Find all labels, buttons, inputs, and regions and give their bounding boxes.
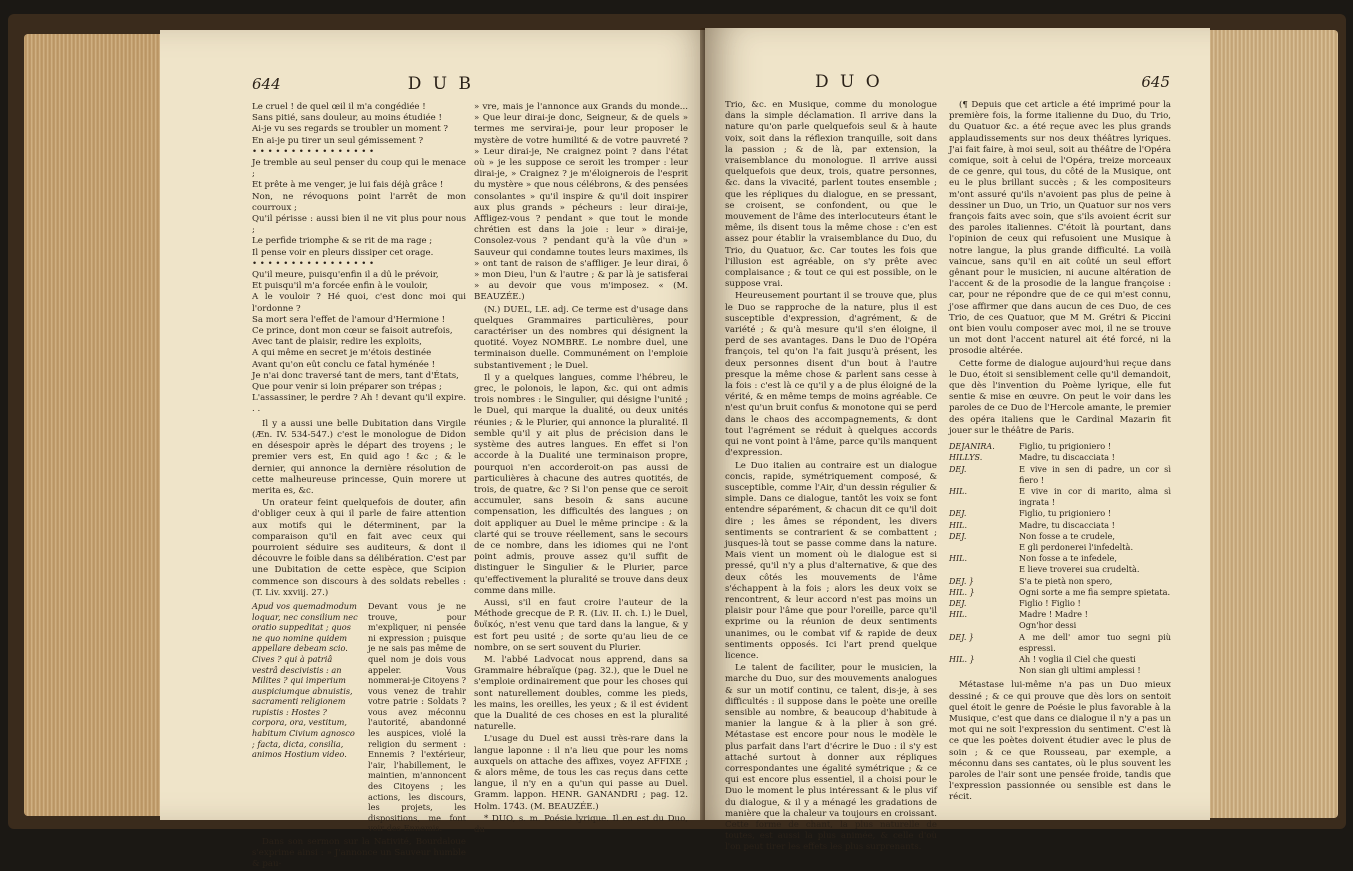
dialogue-line: Ogni sorte a me fia sempre spietata.	[1019, 586, 1171, 597]
left-column-2	[474, 102, 688, 835]
speaker-name: HIL.	[949, 520, 967, 530]
paragraph-2: Un orateur feint quelquefois de douter, afin d'obliger ceux à qui il parle de faire attention aux motifs qui le déterminent, par la comparaison qu'il en fait avec ceux qui pourroient séduire ses auditeurs, & dont il découvre le foible dans sa délibération. C'est par une Dubitation de cette espèce, que Scipion commence son discours à des soldats rebelles : (T. Liv. xxviij. 27.)	[252, 498, 466, 598]
verse-line: Sans pitié, sans douleur, au moins étudiée !	[252, 113, 442, 124]
dialogue-line: E gli perdonerei l'infedeltà.	[1019, 541, 1134, 552]
verse-line: • • • • • • • • • • • • • • • •	[252, 146, 375, 157]
verse-line: Sa mort sera l'effet de l'amour d'Hermione !	[252, 314, 446, 325]
r-col1-para-3: Le Duo italien au contraire est un dialogue concis, rapide, symétriquement composé, & susceptible, comme l'Air, d'un dessin régulier & simple. Dans ce dialogue, tantôt les voix se font entendre séparément, & chacun dit ce qu'il doit dire ; les âmes se répondent, les divers sentiments se contrarient & se combattent ; jusques-là tout se passe comme dans la nature. Mais vient un moment où le dialogue est si pressé, qu'il n'y a plus d'alternative, & que des deux côtés les mouvements de l'âme s'échappent à la fois ; alors les deux voix se rencontrent, & leur accord n'est pas moins un plaisir pour l'âme que pour l'oreille, parce qu'il exprime ou la réunion de deux sentiments unanimes, ou le combat vif & rapide de deux sentiments opposés. Ici l'art prend quelque licence.	[725, 460, 937, 661]
speaker-name: HIL.	[949, 610, 967, 620]
speaker-name: DEJ.	[949, 531, 967, 541]
dialogue-line: Figlio, tu prigioniero !	[1019, 441, 1112, 452]
speaker-name: DEJ.	[949, 598, 967, 608]
speaker-name: DEJ. }	[949, 576, 975, 586]
verse-line: A qui même en secret je m'étois destinée	[252, 348, 432, 359]
verse-line: Le cruel ! de quel œil il m'a congédiée !	[252, 102, 426, 112]
verse-line: Je tremble au seul penser du coup qui le menace ;	[252, 158, 466, 180]
verse-line: Et puisqu'il m'a forcée enfin à le vouloir,	[252, 281, 428, 292]
dialogue-line: E vive in cor di marito, alma sì ingrata !	[1019, 485, 1171, 508]
speaker-name: DEJ.	[949, 464, 967, 474]
dialogue-line: Ogn'hor dessi	[1019, 620, 1077, 631]
verse-line: Avant qu'on eût conclu ce fatal hyménée !	[252, 359, 436, 370]
right-page	[705, 28, 1210, 853]
right-running-head	[725, 72, 1170, 98]
left-page	[160, 30, 715, 870]
verse-line: Avec tant de plaisir, redire les exploits,	[252, 337, 422, 348]
dialogue-line: E vive in sen di padre, un cor sì fiero !	[1019, 463, 1171, 485]
verse-line: Le perfide triomphe & se rit de ma rage ;	[252, 236, 433, 247]
dialogue-line: E lieve troverei sua crudeltà.	[1019, 564, 1140, 575]
speaker-name: HIL.	[949, 554, 967, 564]
latin-french-quote	[252, 601, 466, 834]
speaker-name	[949, 665, 1013, 676]
r-col1-para-2: Heureusement pourtant il se trouve que, plus le Duo se rapproche de la nature, plus il est susceptible d'expression, d'agrément, & de variété ; & qu'à mesure qu'il s'en éloigne, il perd de ses avantages. Dans le Duo de l'Opéra françois, tel qu'on l'a fait jusqu'à présent, les deux personnes disent d'un bout à l'autre presque la même chose & parlent sans cesse à la fois : c'est là ce qu'il y a de plus éloigné de la vérité, & en même temps de moins agréable. Ce n'est qu'un bruit confus & monotone qui se perd dans le chaos des accompagnements, & dont tout l'agrément se réduit à quelques accords qui ne vont point à l'âme, parce qu'ils manquent d'expression.	[725, 291, 937, 459]
right-page-number: 645	[1141, 73, 1170, 91]
col2-para-5: M. l'abbé Ladvocat nous apprend, dans sa Grammaire hébraïque (pag. 32.), que le Duel ne s'emploie ordinairement que pour les choses qui sont naturellement doubles, comme les pieds, les mains, les oreilles, les yeux ; & il est évident que la Dualité de ces choses en est la pluralité naturelle.	[474, 654, 688, 733]
verse-line: Il pense voir en pleurs dissiper cet orage.	[252, 247, 434, 258]
dialogue-line: Figlio ! Figlio !	[1019, 597, 1081, 608]
left-column-1	[252, 102, 466, 870]
left-head-word: D U B	[407, 74, 474, 94]
verse-line: En ai-je pu tirer un seul gémissement ?	[252, 135, 424, 146]
speaker-name: HIL.	[949, 486, 967, 496]
dialogue-line: S'a te pietà non spero,	[1019, 575, 1113, 586]
french-translation: Devant vous je ne trouve, pour m'expliquer, ni pensée ni expression ; puisque je ne sais pas même de quel nom je dois vous appeler. Vous nommerai-je Citoyens ? vous venez de trahir votre patrie : Soldats ? vous avez méconnu l'autorité, abandonné les auspices, violé la religion du serment : Ennemis ? l'extérieur, l'air, l'habillement, le maintien, m'annoncent des Citoyens ; les actions, les discours, les projets, les dispositions, me font voir des Ennemis.	[368, 600, 466, 834]
speaker-name: HILLYS.	[949, 453, 983, 463]
verse-line: Qu'il périsse : aussi bien il ne vit plus pour nous ;	[252, 214, 466, 236]
closing-paragraph: Métastase lui-même n'a pas un Duo mieux dessiné ; & ce qui prouve que dès lors on sentoit quel étoit le genre de Poésie le plus favorable à la Musique, c'est que dans ce dialogue il n'y a pas un mot qui ne soit l'expression du sentiment. C'est là ce que les poètes doivent étudier avec le plus de soin ; & ce que Rousseau, par exemple, a méconnu dans ses cantates, où le plus souvent les paroles de l'air sont une pensée froide, tandis que l'expression passionnée ou sensible est dans le récit.	[949, 680, 1171, 803]
col2-para-7: * DUO, s. m. Poésie lyrique. Il en est du Duo, du	[474, 813, 688, 835]
left-page-number: 644	[252, 75, 281, 93]
col2-para-3: Il y a quelques langues, comme l'hébreu, le grec, le polonois, le lapon, &c. qui ont admis trois nombres : le Singulier, qui désigne l'unité ; le Duel, qui marque la dualité, ou deux unités réunies ; & le Plurier, qui annonce la pluralité. Il semble qu'il y ait plus de précision dans le système des autres langues. En effet si l'on accorde à la Dualité une terminaison propre, pourquoi n'en accorderoit-on pas aussi de particulières à chacune des autres quotités, de trois, de quatre, &c ? Si l'on pense que ce seroit accumuler, sans besoin & sans aucune compensation, les difficultés des langues ; on doit appliquer au Duel le même principe : & la clarté qui se trouve réellement, sans le secours de ce nombre, dans les idiomes qui ne l'ont point admis, prouve assez qu'il suffit de distinguer le Singulier & le Plurier, parce qu'effectivement la pluralité se trouve dans deux comme dans mille.	[474, 372, 688, 596]
right-column-2	[949, 100, 1171, 815]
right-head-word: D U O	[815, 72, 883, 92]
latin-quote: Apud vos quemadmodum loquar, nec consilium nec oratio suppeditat ; quos ne quo nomine quidem appellare debeam scio. Cives ? qui à patriâ vestrâ descivistis : an Milites ? qui imperium auspiciumque abnuistis, sacramenti religionem rupistis : Hostes ? corpora, ora, vestitum, habitum Civium agnosco ; facta, dicta, consilia, animos Hostium video.	[252, 600, 358, 760]
speaker-name: HIL. }	[949, 587, 975, 597]
speaker-name: DEJANIRA.	[949, 442, 995, 452]
dialogue-line: Figlio, tu prigioniero !	[1019, 508, 1112, 519]
verse-line: Non, ne révoquons point l'arrêt de mon courroux ;	[252, 191, 466, 213]
verse-block	[252, 102, 466, 416]
r-col2-para-1: (¶ Depuis que cet article a été imprimé pour la première fois, la forme italienne du Duo, du Trio, du Quatuor &c. a été reçue avec les plus grands applaudissements sur nos deux théâtres lyriques. J'ai fait faire, à moi seul, soit au théâtre de l'Opéra comique, soit à celui de l'Opéra, treize morceaux de ce genre, qui tous, du côté de la Musique, ont eu le plus brillant succès ; & les compositeurs m'ont assuré qu'ils n'avoient pas plus de peine à dessiner un Duo, un Trio, un Quatuor sur nos vers françois faits avec soin, que s'ils avoient écrit sur des paroles italiennes. C'étoit là pourtant, dans l'opinion de ceux qui refusoient une Musique à notre langue, la plus grande difficulté. La voilà vaincue, sans qu'il en ait coûté un seul effort gênant pour le musicien, ni aucune altération de l'accent & de la prosodie de la langue françoise : car, pour ne répondre que de ce qui m'est connu, j'ose affirmer que dans aucun de ces Duo, de ces Trio, de ces Quatuor, que M M. Grétri & Piccini ont bien voulu composer avec moi, il ne se trouve un mot dont l'accent naturel ait été forcé, ni la prosodie altérée.	[949, 100, 1171, 357]
verse-line: Ai-je vu ses regards se troubler un moment ?	[252, 124, 449, 135]
dialogue-block	[949, 441, 1171, 676]
r-col1-para-4: Le talent de faciliter, pour le musicien, la marche du Duo, sur des mouvements analogues & sur un motif continu, ce talent, dis-je, à ses difficultés : il suppose dans le poète une oreille sensible au nombre, & beaucoup d'habitude à manier la langue & à la plier à son gré. Métastase est encore pour nous le modèle le plus parfait dans l'art d'écrire le Duo : il s'y est attaché surtout à donner aux répliques correspondantes une égalité symétrique ; & ce qui est encore plus essentiel, il a choisi pour le Duo le moment le plus intéressant & le plus vif du dialogue, & il y a ménagé les gradations de manière que la chaleur va toujours en croissant. Cette forme de chant, la plus naturelle de toutes, est aussi la plus animée, & celle d'où l'on peut tirer les effets les plus surprenants.	[725, 663, 937, 853]
verse-line: L'assassiner, le perdre ? Ah ! devant qu'il expire. . .	[252, 393, 466, 415]
verse-line: • • • • • • • • • • • • • • • •	[252, 258, 375, 269]
dialogue-line: Non fosse a te infedele,	[1019, 553, 1117, 564]
speaker-name: DEJ.	[949, 509, 967, 519]
speaker-name: HIL. }	[949, 654, 975, 664]
dialogue-line: Madre ! Madre !	[1019, 609, 1088, 620]
dialogue-line: Ah ! voglia il Ciel che questi	[1019, 653, 1136, 664]
r-col1-para-1: Trio, &c. en Musique, comme du monologue dans la simple déclamation. Il arrive dans la nature qu'on parle quelquefois seul & à haute voix, soit dans la réflexion tranquille, soit dans la passion ; & de là, par extension, la vraisemblance du monologue. Il arrive aussi quelquefois que deux, trois, quatre personnes, &c. dans la vivacité, parlent toutes ensemble ; que les répliques du dialogue, en se pressant, se croisent, se confondent, ou que le mouvement de l'âme des interlocuteurs étant le même, ils disent tous la même chose : c'en est assez pour établir la vraisemblance du Duo, du Trio, du Quatuor, &c. Car toutes les fois que l'illusion est agréable, on s'y prête avec complaisance ; & tout ce qui est possible, on le suppose vrai.	[725, 100, 937, 290]
right-column-1	[725, 100, 937, 853]
col2-para-4: Aussi, s'il en faut croire l'auteur de la Méthode grecque de P. R. (Liv. II. ch. I.) le Duel, δυϊκός, n'est venu que tard dans la langue, & y est fort peu usité ; de sorte qu'au lieu de ce nombre, on se sert souvent du Plurier.	[474, 597, 688, 653]
r-col2-para-2: Cette forme de dialogue aujourd'hui reçue dans le Duo, étoit si sensiblement celle qu'il demandoit, que dès l'invention du Poème lyrique, elle fut sentie & mise en œuvre. On peut le voir dans les paroles de ce Duo de l'Hercole amante, le premier des opéra italiens que le Cardinal Mazarin fit jouer sur le théâtre de Paris.	[949, 358, 1171, 436]
left-running-head	[252, 74, 684, 100]
col2-para-2: (N.) DUEL, LE. adj. Ce terme est d'usage dans quelques Grammaires particulières, pour caractériser un des nombres qui désignent la quotité. Voyez NOMBRE. Le nombre duel, une terminaison duelle. Communément on l'emploie substantivement ; le Duel.	[474, 304, 688, 371]
paragraph-3: Dans son sermon sur la Nativité, Bourdaloue s'exprime ainsi : » J'annonce un Sauveur humble & pau-	[252, 837, 466, 870]
dialogue-line: Madre, tu discacciata !	[1019, 519, 1115, 530]
verse-line: Et prête à me venger, je lui fais déjà grâce !	[252, 180, 444, 191]
verse-line: Qu'il meure, puisqu'enfin il a dû le prévoir,	[252, 270, 439, 281]
speaker-name: DEJ. }	[949, 632, 975, 642]
paragraph-1: Il y a aussi une belle Dubitation dans Virgile (Æn. IV. 534-547.) c'est le monologue de Didon en désespoir après le départ des troyens ; le premier vers est, En quid ago ! &c ; & le dernier, qui annonce la dernière résolution de cette malheureuse princesse, Quin morere ut merita es, &c.	[252, 418, 466, 496]
verse-line: Ce prince, dont mon cœur se faisoit autrefois,	[252, 326, 453, 337]
speaker-name	[949, 542, 1013, 553]
dialogue-line: A me dell' amor tuo segni più espressi.	[1019, 631, 1171, 653]
col2-para-1: » vre, mais je l'annonce aux Grands du monde... » Que leur dirai-je donc, Seigneur, & de quels » termes me servirai-je, pour leur proposer le mystère de votre humilité & de votre pauvreté ? » Leur dirai-je, Ne craignez point ? dans l'état où » je les suppose ce seroit les tromper : leur dirai-je, » Craignez ? je m'éloignerois de l'esprit du mystère » que nous célébrons, & des pensées consolantes » qu'il inspire & qu'il doit inspirer aux plus grands » pécheurs : leur dirai-je, Affligez-vous ? pendant » que tout le monde chrétien est dans la joie : leur » dirai-je, Consolez-vous ? pendant qu'à la vûe d'un » Sauveur qui condamne toutes leurs maximes, ils » ont tant de raison de s'affliger. Je leur dirai, ô » mon Dieu, l'un & l'autre ; & par là je satisferai » au devoir que vous m'imposez. « (M. BEAUZÉE.)	[474, 102, 688, 303]
col2-para-6: L'usage du Duel est aussi très-rare dans la langue laponne : il n'a lieu que pour les noms auxquels on attache des affixes, voyez AFFIXE ; & alors même, de tous les cas reçus dans cette langue, il n'y en a qu'un qui passe au Duel. Gramm. lappon. HENR. GANANDRI ; pag. 12. Holm. 1743. (M. BEAUZÉE.)	[474, 734, 688, 812]
speaker-name	[949, 620, 1013, 631]
verse-line: Je n'ai donc traversé tant de mers, tant d'États,	[252, 370, 459, 381]
verse-line: A le vouloir ? Hé quoi, c'est donc moi qui l'ordonne ?	[252, 292, 466, 314]
dialogue-line: Madre, tu discacciata !	[1019, 452, 1115, 463]
dialogue-line: Non fosse a te crudele,	[1019, 530, 1115, 541]
dialogue-line: Non sian gli ultimi amplessi !	[1019, 665, 1141, 676]
speaker-name	[949, 564, 1013, 575]
verse-line: Que pour venir si loin préparer son trépas ;	[252, 382, 442, 393]
